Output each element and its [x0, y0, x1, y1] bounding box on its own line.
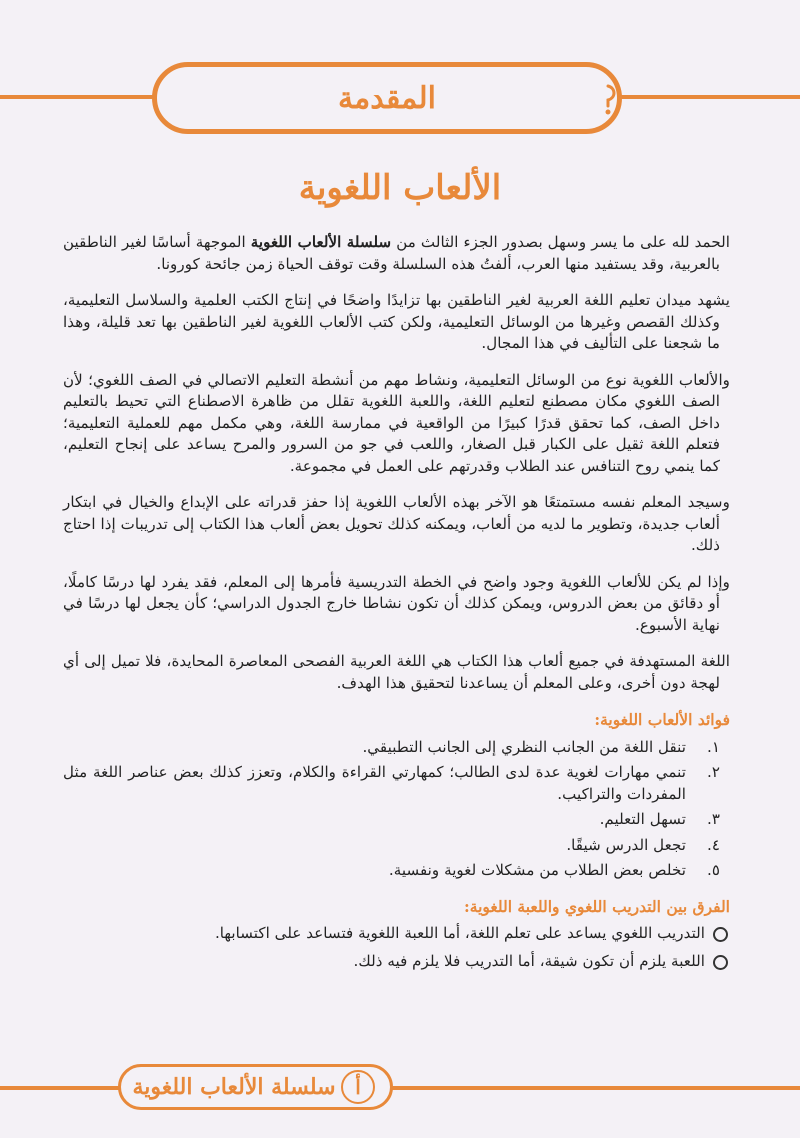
header-rule-right — [615, 95, 800, 99]
difference-heading: الفرق بين التدريب اللغوي واللعبة اللغوية: — [464, 896, 730, 916]
page-number: أ — [341, 1070, 375, 1104]
list-item — [63, 860, 730, 882]
difference-list — [63, 923, 730, 972]
footer-rule-right — [385, 1086, 800, 1090]
header-title: المقدمة — [338, 80, 436, 116]
list-item — [63, 835, 730, 857]
circle-bullet-icon — [713, 927, 728, 942]
header-rule-left — [0, 95, 160, 99]
footer-rule-left — [0, 1086, 125, 1090]
paragraph-1-end: الموجهة أساسًا لغير الناطقين بالعربية، وقد يستفيد منها العرب، ألفتُ هذه السلسلة وقت توقف الحياة زمن جائحة كورونا. — [63, 233, 720, 273]
intro-content — [63, 232, 730, 978]
list-number: ٤. — [707, 835, 720, 854]
list-item — [63, 809, 730, 831]
list-item — [63, 923, 730, 945]
paragraph-1 — [63, 232, 730, 275]
list-text: تنقل اللغة من الجانب النظري إلى الجانب التطبيقي. — [362, 737, 686, 756]
list-text: تسهل التعليم. — [599, 810, 686, 828]
list-number: ١. — [707, 737, 720, 756]
paragraph-4: وسيجد المعلم نفسه مستمتعًا هو الآخر بهذه الألعاب اللغوية إذا حفز قدراته على الإبداع والخيال في ابتكار ألعاب جديدة، وتطوير ما لديه من ألعاب، ويمكنه كذلك تحويل بعض ألعاب هذا الكتاب إلى تدريبات إذا احتاج ذلك. — [63, 493, 730, 554]
list-item — [63, 737, 730, 759]
circle-bullet-icon — [713, 955, 728, 970]
paragraph-5: وإذا لم يكن للألعاب اللغوية وجود واضح في الخطة التدريسية فأمرها إلى المعلم، فقد يفرد لها درسًا كاملًا، أو دقائق من بعض الدروس، ويمكن كذلك أن تكون نشاطا خارج الجدول الدراسي؛ كأن يجعل لها درسًا في نهاية الأسبوع. — [63, 572, 730, 634]
list-number: ٣. — [707, 810, 720, 828]
series-name-bold: سلسلة الألعاب اللغوية — [250, 233, 392, 251]
header-frame — [152, 62, 622, 134]
header-hook-ornament — [598, 84, 618, 116]
footer-series-title: سلسلة الألعاب اللغوية — [132, 1074, 336, 1100]
list-item — [63, 951, 730, 973]
main-title: الألعاب اللغوية — [298, 168, 502, 208]
list-text: تجعل الدرس شيقًا. — [566, 835, 686, 854]
list-number: ٥. — [707, 861, 720, 879]
paragraph-6: اللغة المستهدفة في جميع ألعاب هذا الكتاب هي اللغة العربية الفصحى المعاصرة المحايدة، فلا تميل إلى أي لهجة دون أخرى، وعلى المعلم أن يساعدنا لتحقيق هذا الهدف. — [63, 652, 730, 692]
paragraph-1-start: الحمد لله على ما يسر وسهل بصدور الجزء الثالث من — [391, 233, 730, 251]
benefits-heading: فوائد الألعاب اللغوية: — [594, 710, 730, 729]
list-text: اللعبة يلزم أن تكون شيقة، أما التدريب فلا يلزم فيه ذلك. — [353, 951, 705, 970]
list-item — [63, 762, 730, 805]
benefits-list — [63, 737, 730, 882]
paragraph-2: يشهد ميدان تعليم اللغة العربية لغير الناطقين بها تزايدًا واضحًا في إنتاج الكتب العلمية والسلاسل التعليمية، وكذلك القصص وغيرها من الوسائل التعليمية، ولكن كتب الألعاب اللغوية لغير الناطقين بها تعد قليلة، وهذا ما شجعنا على التأليف في هذا المجال. — [63, 291, 730, 352]
list-text: التدريب اللغوي يساعد على تعلم اللغة، أما اللعبة اللغوية فتساعد على اكتسابها. — [214, 924, 705, 942]
list-text: تنمي مهارات لغوية عدة لدى الطالب؛ كمهارتي القراءة والكلام، وتعزز كذلك بعض عناصر اللغة مثل المفردات والتراكيب. — [63, 763, 686, 803]
list-number: ٢. — [707, 763, 720, 781]
list-text: تخلص بعض الطلاب من مشكلات لغوية ونفسية. — [388, 861, 686, 879]
paragraph-3: والألعاب اللغوية نوع من الوسائل التعليمية، ونشاط مهم من أنشطة التعليم الاتصالي في الصف اللغوي؛ لأن الصف اللغوي مكان مصطنع لتعليم اللغة، واللعبة اللغوية تقلل من ظاهرة الاصطناع التي تحيط بالتعليم داخل الصف، كما تحقق قدرًا كبيرًا من الواقعية في ممارسة اللغة، وهي مكمل مهم للعملية التعليمية؛ فتعلم اللغة ثقيل على الكبار قبل الصغار، واللعب في جو من السرور والمرح يساعد على إنجاح التعليم، كما ينمي روح التنافس عند الطلاب وقدرتهم على العمل في مجموعة. — [63, 370, 730, 475]
